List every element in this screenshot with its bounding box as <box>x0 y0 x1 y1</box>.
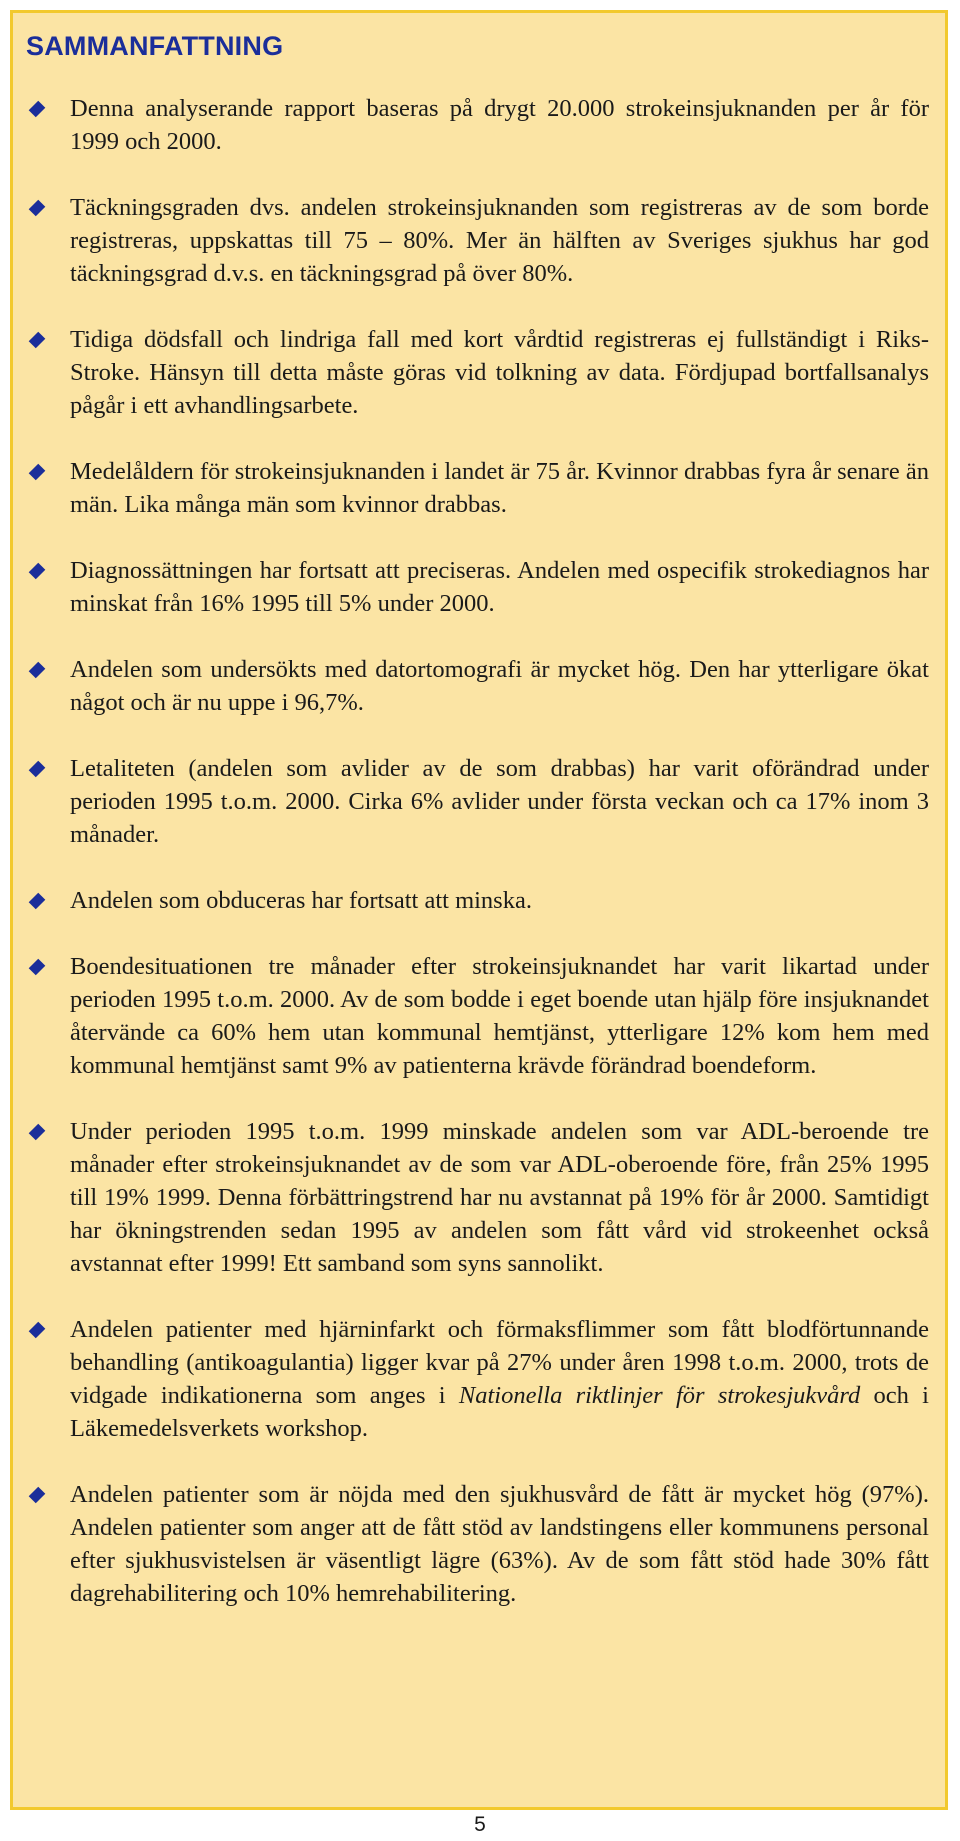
list-item <box>13 884 945 917</box>
list-item <box>13 92 945 158</box>
list-item <box>13 323 945 422</box>
list-item <box>13 455 945 521</box>
diamond-bullet-icon <box>29 563 46 580</box>
list-item-text <box>70 1316 929 1442</box>
list-item <box>13 1115 945 1280</box>
list-item <box>13 1478 945 1610</box>
summary-heading: SAMMANFATTNING <box>26 31 284 61</box>
diamond-bullet-icon <box>29 101 46 118</box>
list-item-text-part: och i Läkemedelsverkets workshop. <box>70 1382 929 1442</box>
list-item <box>13 1313 945 1445</box>
list-item <box>13 191 945 290</box>
list-item-text: Boendesituationen tre månader efter strokeinsjuknandet har varit likartad under perioden 1995 t.o.m. 2000. Av de som bodde i eget boende utan hjälp före insjuknandet återvände ca 60% hem utan kommunal hemtjänst, ytterligare 12% kom hem med kommunal hemtjänst samt 9% av patienterna krävde förändrad boendeform. <box>70 953 929 1079</box>
diamond-bullet-icon <box>29 893 46 910</box>
diamond-bullet-icon <box>29 1124 46 1141</box>
list-item-text: Diagnossättningen har fortsatt att preciseras. Andelen med ospecifik strokediagnos har minskat från 16% 1995 till 5% under 2000. <box>70 557 929 617</box>
list-item-text: Andelen som undersökts med datortomografi är mycket hög. Den har ytterligare ökat något och är nu uppe i 96,7%. <box>70 656 929 716</box>
diamond-bullet-icon <box>29 761 46 778</box>
list-item <box>13 653 945 719</box>
diamond-bullet-icon <box>29 332 46 349</box>
list-item-text: Andelen som obduceras har fortsatt att minska. <box>70 887 532 914</box>
guideline-title: Nationella riktlinjer för strokesjukvård <box>458 1382 861 1409</box>
list-item-text: Letaliteten (andelen som avlider av de som drabbas) har varit oförändrad under perioden 1995 t.o.m. 2000. Cirka 6% avlider under första veckan och ca 17% inom 3 månader. <box>70 755 929 848</box>
list-item-text-part: Andelen patienter med hjärninfarkt och förmaksflimmer som fått blodförtunnande behandling (antikoagulantia) ligger kvar på 27% under åren 1998 t.o.m. 2000, trots de vidgade indikationerna som anges i <box>70 1316 929 1409</box>
list-item-text: Under perioden 1995 t.o.m. 1999 minskade andelen som var ADL-beroende tre månader efter strokeinsjuknandet av de som var ADL-oberoende före, från 25% 1995 till 19% 1999. Denna förbättringstrend har nu avstannat på 19% för år 2000. Samtidigt har ökningstrenden sedan 1995 av andelen som fått vård vid strokeenhet också avstannat efter 1999! Ett samband som syns sannolikt. <box>70 1118 929 1277</box>
list-item-text: Medelåldern för strokeinsjuknanden i landet är 75 år. Kvinnor drabbas fyra år senare än män. Lika många män som kvinnor drabbas. <box>70 458 929 518</box>
summary-list <box>13 92 945 1610</box>
page-number: 5 <box>474 1813 486 1836</box>
list-item-text: Andelen patienter som är nöjda med den sjukhusvård de fått är mycket hög (97%). Andelen patienter som anger att de fått stöd av landstingens eller kommunens personal efter sjukhusvistelsen är väsentligt lägre (63%). Av de som fått stöd hade 30% fått dagrehabilitering och 10% hemrehabilitering. <box>70 1481 929 1607</box>
diamond-bullet-icon <box>29 1487 46 1504</box>
list-item-text: Tidiga dödsfall och lindriga fall med kort vårdtid registreras ej fullständigt i Riks-Stroke. Hänsyn till detta måste göras vid tolkning av data. Fördjupad bortfallsanalys pågår i ett avhandlingsarbete. <box>70 326 929 419</box>
list-item-text: Denna analyserande rapport baseras på drygt 20.000 strokeinsjuknanden per år för 1999 och 2000. <box>70 95 929 155</box>
diamond-bullet-icon <box>29 959 46 976</box>
diamond-bullet-icon <box>29 200 46 217</box>
list-item <box>13 752 945 851</box>
diamond-bullet-icon <box>29 1322 46 1339</box>
summary-box <box>10 10 948 1810</box>
diamond-bullet-icon <box>29 464 46 481</box>
list-item <box>13 950 945 1082</box>
list-item-text: Täckningsgraden dvs. andelen strokeinsjuknanden som registreras av de som borde registreras, uppskattas till 75 – 80%. Mer än hälften av Sveriges sjukhus har god täckningsgrad d.v.s. en täckningsgrad på över 80%. <box>70 194 929 287</box>
list-item <box>13 554 945 620</box>
diamond-bullet-icon <box>29 662 46 679</box>
